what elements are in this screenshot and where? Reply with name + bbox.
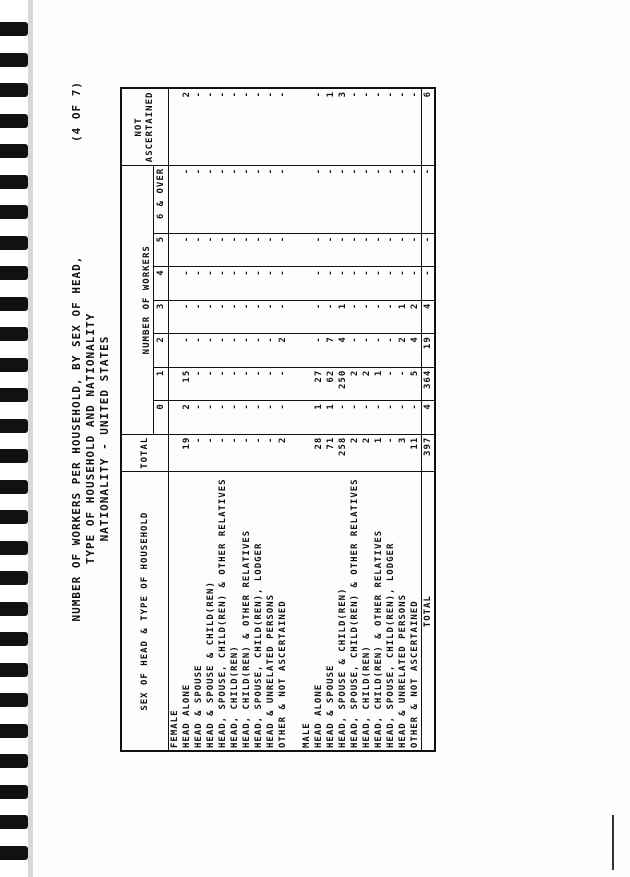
section-spacer bbox=[289, 88, 301, 751]
table-cell: - bbox=[181, 334, 193, 367]
table-cell: - bbox=[253, 233, 265, 266]
table-cell: - bbox=[385, 334, 397, 367]
table-cell: - bbox=[397, 165, 409, 233]
table-cell: 4 bbox=[337, 334, 349, 367]
table-cell: - bbox=[253, 165, 265, 233]
empty-cell bbox=[301, 88, 313, 165]
table-cell: - bbox=[205, 233, 217, 266]
total-cell: 397 bbox=[422, 434, 436, 472]
table-cell: - bbox=[193, 165, 205, 233]
spacer-cell bbox=[289, 472, 301, 751]
table-cell: - bbox=[337, 401, 349, 434]
table-cell: 28 bbox=[313, 434, 325, 472]
table-row bbox=[253, 88, 265, 751]
spacer-cell bbox=[289, 88, 301, 165]
empty-cell bbox=[301, 233, 313, 266]
table-cell: 71 bbox=[325, 434, 337, 472]
total-cell: 4 bbox=[422, 401, 436, 434]
empty-cell bbox=[169, 434, 182, 472]
table-row bbox=[217, 88, 229, 751]
table-cell: - bbox=[217, 367, 229, 400]
table-cell: - bbox=[397, 88, 409, 165]
table-cell: - bbox=[265, 88, 277, 165]
table-cell: - bbox=[265, 300, 277, 333]
title-line-1: NUMBER OF WORKERS PER HOUSEHOLD, BY SEX OF HEAD, bbox=[70, 255, 83, 622]
table-cell: - bbox=[193, 300, 205, 333]
table-row bbox=[241, 88, 253, 751]
table-cell: 2 bbox=[349, 434, 361, 472]
table-cell: - bbox=[325, 267, 337, 300]
table-row bbox=[337, 88, 349, 751]
table-cell: - bbox=[349, 401, 361, 434]
table-cell: - bbox=[181, 233, 193, 266]
table-cell: - bbox=[385, 367, 397, 400]
table-cell: - bbox=[181, 300, 193, 333]
table-cell: - bbox=[217, 165, 229, 233]
spacer-cell bbox=[289, 165, 301, 233]
table-cell: 27 bbox=[313, 367, 325, 400]
table-cell: - bbox=[253, 88, 265, 165]
table-cell: - bbox=[277, 401, 289, 434]
table-cell: - bbox=[241, 367, 253, 400]
table-cell: 62 bbox=[325, 367, 337, 400]
row-label: HEAD, SPOUSE, CHILD(REN), LODGER bbox=[254, 542, 264, 748]
row-header: SEX OF HEAD & TYPE OF HOUSEHOLD bbox=[121, 472, 169, 751]
title-line-2: TYPE OF HOUSEHOLD AND NATIONALITY bbox=[84, 312, 97, 565]
table-cell: - bbox=[241, 88, 253, 165]
table-cell: - bbox=[325, 300, 337, 333]
workers-table bbox=[120, 87, 436, 752]
table-cell: - bbox=[205, 434, 217, 472]
table-cell: - bbox=[241, 300, 253, 333]
total-label: TOTAL bbox=[422, 472, 436, 751]
table-cell: 19 bbox=[181, 434, 193, 472]
table-cell: - bbox=[265, 267, 277, 300]
table-cell: - bbox=[385, 401, 397, 434]
table-cell: - bbox=[313, 334, 325, 367]
empty-cell bbox=[301, 401, 313, 434]
total-cell: 4 bbox=[422, 300, 436, 333]
table-cell: - bbox=[205, 334, 217, 367]
empty-cell bbox=[169, 233, 182, 266]
table-cell: - bbox=[253, 300, 265, 333]
table-cell: - bbox=[241, 434, 253, 472]
table-cell: - bbox=[397, 367, 409, 400]
table-cell: - bbox=[325, 233, 337, 266]
table-cell: - bbox=[241, 165, 253, 233]
table-cell: 1 bbox=[325, 401, 337, 434]
table-cell: - bbox=[265, 367, 277, 400]
row-label: HEAD, CHILD(REN) & OTHER RELATIVES bbox=[242, 529, 252, 748]
col-header-6-and-over: 6 & OVER bbox=[153, 165, 168, 233]
table-cell: - bbox=[205, 300, 217, 333]
total-cell: - bbox=[422, 233, 436, 266]
table-cell: - bbox=[409, 233, 422, 266]
table-cell: - bbox=[385, 267, 397, 300]
table-cell: - bbox=[349, 267, 361, 300]
table-cell: - bbox=[253, 334, 265, 367]
total-cell: 364 bbox=[422, 367, 436, 400]
page-label: (4 OF 7) bbox=[70, 81, 83, 142]
table-cell: 258 bbox=[337, 434, 349, 472]
total-cell: 6 bbox=[422, 88, 436, 165]
table-cell: - bbox=[253, 267, 265, 300]
table-cell: - bbox=[277, 300, 289, 333]
table-cell: 2 bbox=[181, 401, 193, 434]
table-cell: - bbox=[205, 401, 217, 434]
empty-cell bbox=[169, 300, 182, 333]
table-cell: - bbox=[181, 267, 193, 300]
table-cell: - bbox=[337, 233, 349, 266]
table-cell: - bbox=[277, 233, 289, 266]
col-header-not-ascertained: NOT ASCERTAINED bbox=[121, 88, 169, 165]
table-cell: 3 bbox=[397, 434, 409, 472]
table-row bbox=[313, 88, 325, 751]
empty-cell bbox=[301, 334, 313, 367]
table-cell: - bbox=[313, 165, 325, 233]
table-cell: - bbox=[229, 165, 241, 233]
table-cell: - bbox=[409, 401, 422, 434]
table-cell: 2 bbox=[397, 334, 409, 367]
table-cell: - bbox=[229, 367, 241, 400]
table-cell: - bbox=[385, 434, 397, 472]
spacer-cell bbox=[289, 233, 301, 266]
table-cell: - bbox=[277, 267, 289, 300]
section-header-row bbox=[301, 88, 313, 751]
spacer-cell bbox=[289, 401, 301, 434]
table-cell: 4 bbox=[409, 334, 422, 367]
empty-cell bbox=[301, 367, 313, 400]
row-label: HEAD & SPOUSE bbox=[326, 664, 336, 748]
table-row bbox=[385, 88, 397, 751]
table-cell: - bbox=[253, 434, 265, 472]
table-cell: - bbox=[217, 88, 229, 165]
table-cell: - bbox=[361, 267, 373, 300]
row-label: HEAD, SPOUSE, CHILD(REN), LODGER bbox=[386, 542, 396, 748]
table-cell: - bbox=[385, 88, 397, 165]
empty-cell bbox=[301, 165, 313, 233]
table-cell: - bbox=[397, 401, 409, 434]
table-cell: - bbox=[373, 300, 385, 333]
table-row bbox=[349, 88, 361, 751]
table-row bbox=[409, 88, 422, 751]
table-cell: - bbox=[217, 401, 229, 434]
table-cell: - bbox=[349, 165, 361, 233]
table-cell: - bbox=[409, 88, 422, 165]
table-cell: 2 bbox=[349, 367, 361, 400]
table-cell: - bbox=[253, 401, 265, 434]
row-label: OTHER & NOT ASCERTAINED bbox=[410, 600, 420, 748]
table-cell: - bbox=[265, 401, 277, 434]
table-cell: - bbox=[241, 267, 253, 300]
table-cell: - bbox=[217, 434, 229, 472]
row-label: HEAD & SPOUSE & CHILD(REN) bbox=[206, 581, 216, 748]
table-cell: - bbox=[349, 334, 361, 367]
row-label: HEAD, SPOUSE, CHILD(REN) & OTHER RELATIVES bbox=[218, 478, 228, 748]
total-cell: - bbox=[422, 165, 436, 233]
table-cell: - bbox=[373, 165, 385, 233]
table-cell: - bbox=[361, 233, 373, 266]
empty-cell bbox=[301, 434, 313, 472]
row-label: HEAD & SPOUSE bbox=[194, 664, 204, 748]
table-cell: - bbox=[193, 88, 205, 165]
row-label: OTHER & NOT ASCERTAINED bbox=[278, 600, 288, 748]
table-cell: 2 bbox=[277, 334, 289, 367]
table-cell: - bbox=[313, 267, 325, 300]
table-row bbox=[193, 88, 205, 751]
empty-cell bbox=[169, 401, 182, 434]
empty-cell bbox=[301, 267, 313, 300]
table-cell: 2 bbox=[361, 434, 373, 472]
table-cell: 1 bbox=[373, 367, 385, 400]
empty-cell bbox=[169, 267, 182, 300]
table-row bbox=[325, 88, 337, 751]
table-cell: - bbox=[361, 88, 373, 165]
table-row bbox=[181, 88, 193, 751]
table-cell: - bbox=[361, 401, 373, 434]
empty-cell bbox=[301, 300, 313, 333]
title-line-3: NATIONALITY - UNITED STATES bbox=[98, 335, 111, 542]
row-label: HEAD, SPOUSE, CHILD(REN) & OTHER RELATIVES bbox=[350, 478, 360, 748]
table-cell: - bbox=[205, 165, 217, 233]
table-row bbox=[265, 88, 277, 751]
table-cell: 7 bbox=[325, 334, 337, 367]
table-cell: - bbox=[373, 334, 385, 367]
table-cell: - bbox=[349, 88, 361, 165]
spacer-cell bbox=[289, 367, 301, 400]
table-cell: 2 bbox=[181, 88, 193, 165]
table-cell: - bbox=[337, 165, 349, 233]
table-cell: - bbox=[265, 434, 277, 472]
spacer-cell bbox=[289, 267, 301, 300]
table-cell: - bbox=[373, 233, 385, 266]
table-cell: 3 bbox=[337, 88, 349, 165]
table-cell: 1 bbox=[397, 300, 409, 333]
table-cell: - bbox=[385, 233, 397, 266]
total-row bbox=[422, 88, 436, 751]
table-cell: - bbox=[241, 233, 253, 266]
row-label: HEAD, CHILD(REN) & OTHER RELATIVES bbox=[374, 529, 384, 748]
section-name: MALE bbox=[302, 722, 312, 748]
table-cell: - bbox=[229, 300, 241, 333]
table-cell: - bbox=[205, 88, 217, 165]
table-cell: - bbox=[397, 267, 409, 300]
table-cell: 5 bbox=[409, 367, 422, 400]
table-cell: - bbox=[349, 300, 361, 333]
table-cell: - bbox=[193, 434, 205, 472]
table-cell: - bbox=[217, 334, 229, 367]
table-cell: - bbox=[193, 334, 205, 367]
table-cell: 250 bbox=[337, 367, 349, 400]
empty-cell bbox=[169, 367, 182, 400]
table-cell: - bbox=[265, 334, 277, 367]
table-cell: - bbox=[181, 165, 193, 233]
table-cell: - bbox=[217, 300, 229, 333]
table-cell: - bbox=[313, 300, 325, 333]
table-cell: 1 bbox=[373, 434, 385, 472]
table-cell: - bbox=[313, 233, 325, 266]
row-label: HEAD & UNRELATED PERSONS bbox=[266, 593, 276, 748]
table-row bbox=[205, 88, 217, 751]
table-row bbox=[361, 88, 373, 751]
spacer-cell bbox=[289, 334, 301, 367]
table-cell: - bbox=[193, 267, 205, 300]
row-label: HEAD & UNRELATED PERSONS bbox=[398, 593, 408, 748]
table-cell: 1 bbox=[337, 300, 349, 333]
empty-cell bbox=[169, 334, 182, 367]
table-cell: - bbox=[205, 267, 217, 300]
table-cell: - bbox=[229, 334, 241, 367]
table-cell: - bbox=[277, 88, 289, 165]
table-cell: - bbox=[361, 165, 373, 233]
table-cell: - bbox=[205, 367, 217, 400]
table-cell: - bbox=[397, 233, 409, 266]
table-cell: - bbox=[241, 334, 253, 367]
table-cell: - bbox=[373, 401, 385, 434]
table-row bbox=[229, 88, 241, 751]
col-header-1: 1 bbox=[153, 367, 168, 400]
col-header-3: 3 bbox=[153, 300, 168, 333]
table-cell: 2 bbox=[409, 300, 422, 333]
table-cell: - bbox=[325, 165, 337, 233]
table-cell: - bbox=[229, 88, 241, 165]
col-header-total: TOTAL bbox=[121, 434, 169, 472]
table-cell: - bbox=[277, 367, 289, 400]
table-cell: - bbox=[409, 165, 422, 233]
row-label: HEAD ALONE bbox=[314, 683, 324, 748]
table-row bbox=[397, 88, 409, 751]
table-cell: 15 bbox=[181, 367, 193, 400]
table-cell: - bbox=[277, 165, 289, 233]
col-header-4: 4 bbox=[153, 267, 168, 300]
row-label: HEAD ALONE bbox=[182, 683, 192, 748]
table-cell: - bbox=[265, 165, 277, 233]
spacer-cell bbox=[289, 434, 301, 472]
table-cell: - bbox=[409, 267, 422, 300]
table-cell: - bbox=[373, 88, 385, 165]
table-cell: - bbox=[265, 233, 277, 266]
table-cell: - bbox=[385, 165, 397, 233]
total-cell: - bbox=[422, 267, 436, 300]
table-cell: - bbox=[373, 267, 385, 300]
table-cell: - bbox=[253, 367, 265, 400]
table-row bbox=[373, 88, 385, 751]
spacer-cell bbox=[289, 300, 301, 333]
table-cell: - bbox=[229, 267, 241, 300]
table-cell: - bbox=[337, 267, 349, 300]
table-cell: - bbox=[217, 233, 229, 266]
table-cell: - bbox=[313, 88, 325, 165]
col-header-5: 5 bbox=[153, 233, 168, 266]
table-cell: 2 bbox=[277, 434, 289, 472]
row-label: HEAD, CHILD(REN) bbox=[230, 645, 240, 748]
table-cell: - bbox=[361, 300, 373, 333]
table-cell: 11 bbox=[409, 434, 422, 472]
table-cell: 2 bbox=[361, 367, 373, 400]
table-cell: 1 bbox=[313, 401, 325, 434]
table-cell: - bbox=[217, 267, 229, 300]
table-cell: 1 bbox=[325, 88, 337, 165]
col-header-2: 2 bbox=[153, 334, 168, 367]
total-cell: 19 bbox=[422, 334, 436, 367]
table-cell: - bbox=[193, 367, 205, 400]
table-cell: - bbox=[361, 334, 373, 367]
table-cell: - bbox=[229, 233, 241, 266]
table-cell: - bbox=[241, 401, 253, 434]
table-cell: - bbox=[193, 401, 205, 434]
table-cell: - bbox=[193, 233, 205, 266]
empty-cell bbox=[169, 88, 182, 165]
row-label: HEAD, CHILD(REN) bbox=[362, 645, 372, 748]
section-header-row bbox=[169, 88, 182, 751]
table-cell: - bbox=[229, 434, 241, 472]
col-header-0: 0 bbox=[153, 401, 168, 434]
row-label: HEAD, SPOUSE & CHILD(REN) bbox=[338, 587, 348, 748]
table-cell: - bbox=[385, 300, 397, 333]
table-cell: - bbox=[229, 401, 241, 434]
table-cell: - bbox=[349, 233, 361, 266]
table-body bbox=[169, 88, 436, 751]
group-header: NUMBER OF WORKERS bbox=[121, 165, 153, 434]
empty-cell bbox=[169, 165, 182, 233]
section-name: FEMALE bbox=[170, 709, 180, 748]
table-row bbox=[277, 88, 289, 751]
